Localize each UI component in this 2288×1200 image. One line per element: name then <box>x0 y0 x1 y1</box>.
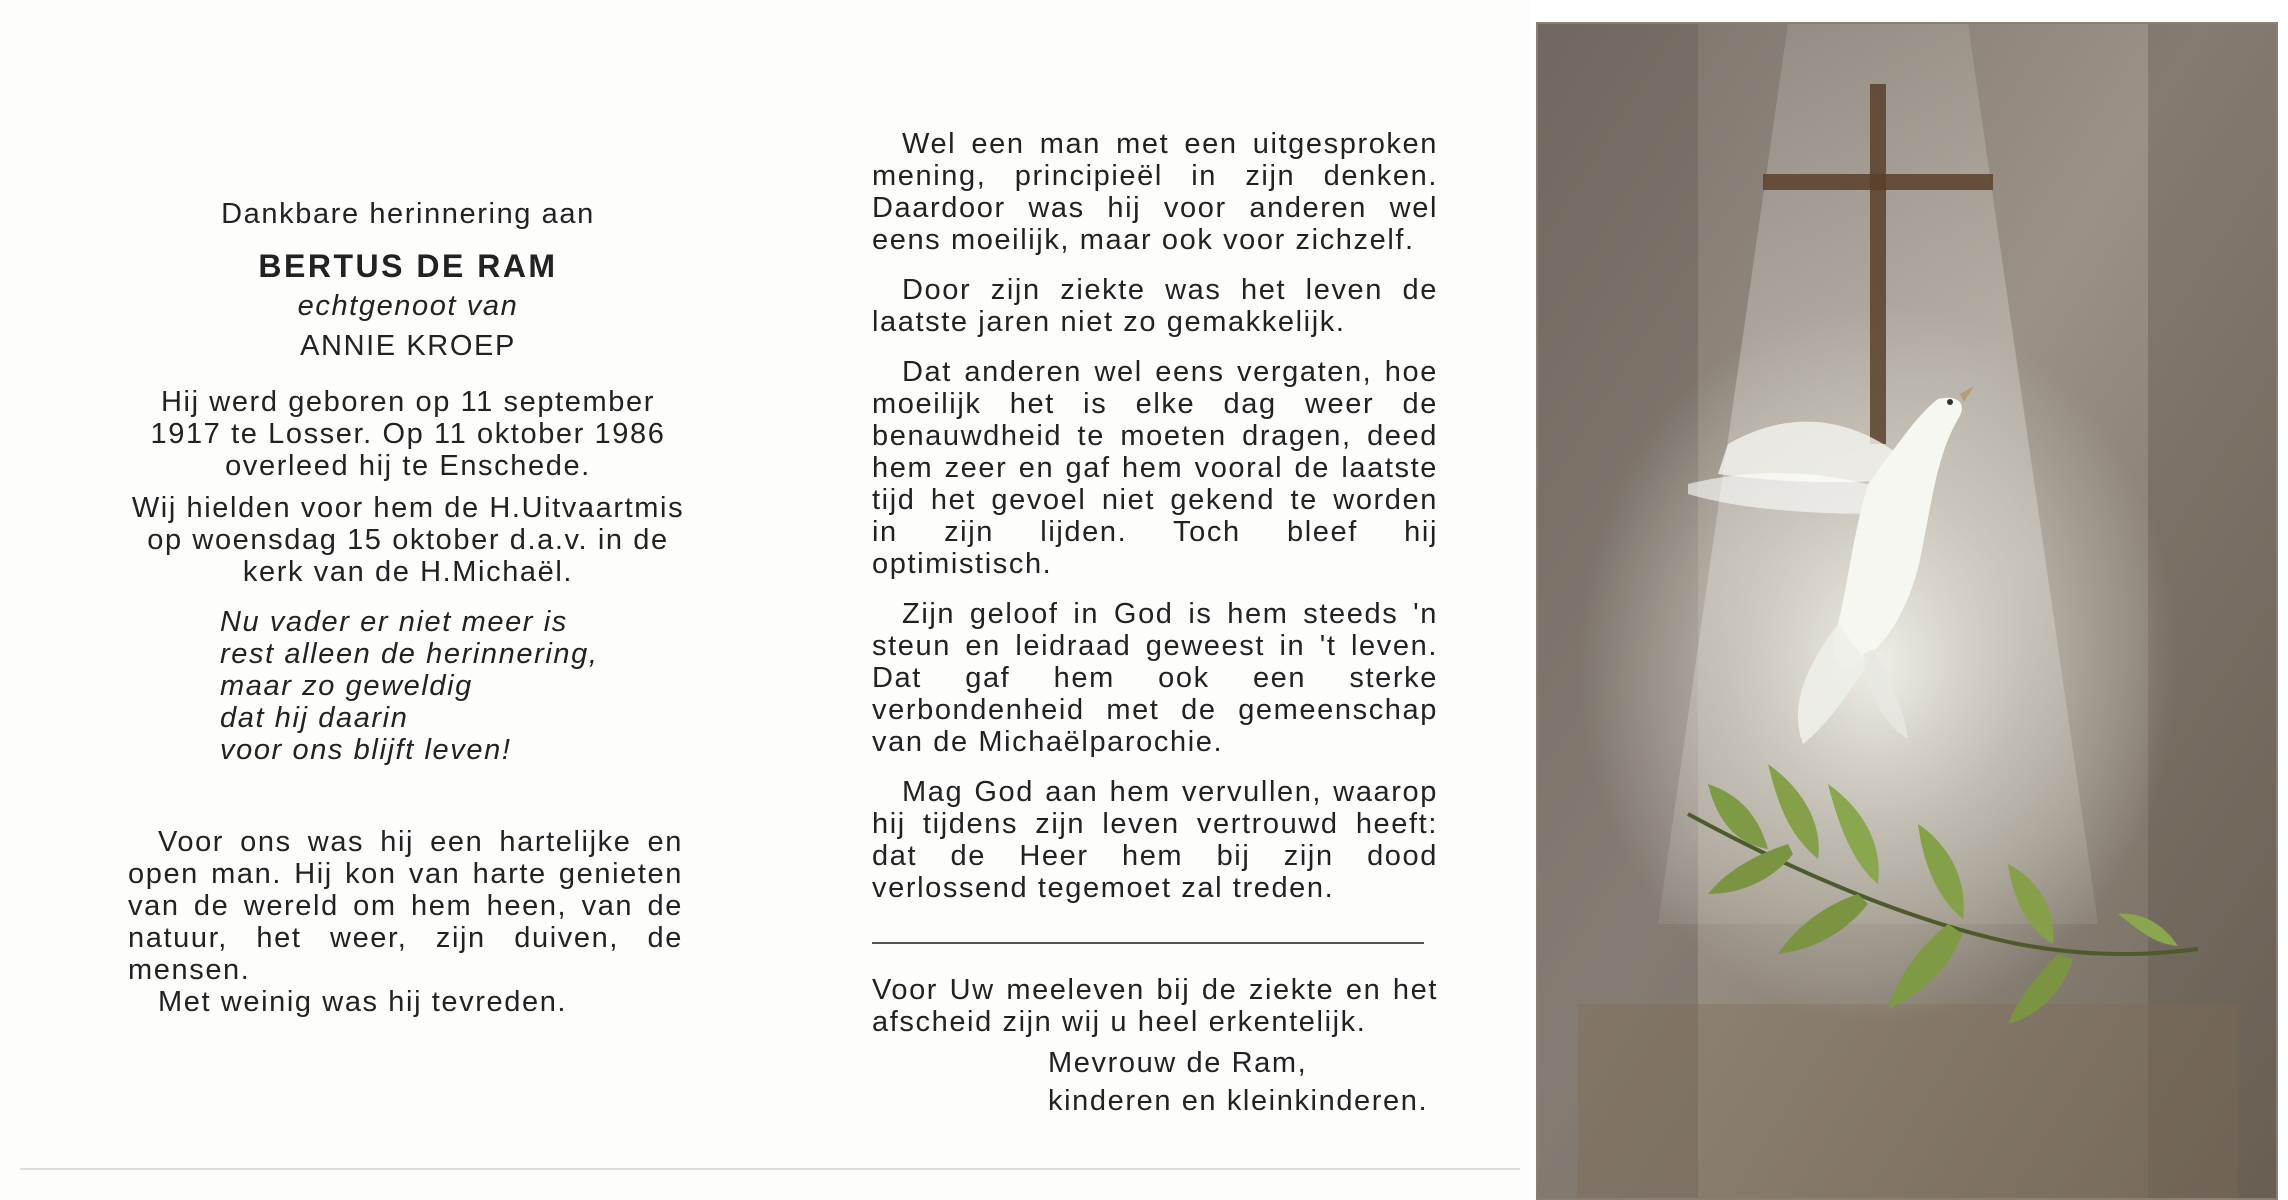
signature-line: Mevrouw de Ram, <box>1048 1047 1308 1079</box>
paragraph-opinion: Wel een man met een uitgesproken mening, principieël in zijn denken. Daardoor was hij voor anderen wel eens moeilijk, maar ook voor zichzelf. <box>872 128 1438 256</box>
intro-text: Dankbare herinnering aan <box>221 198 595 230</box>
poem-line: maar zo geweldig <box>220 670 473 702</box>
poem-line: voor ons blijft leven! <box>220 734 512 766</box>
spouse-name: ANNIE KROEP <box>300 330 516 362</box>
signature-line: kinderen en kleinkinderen. <box>1048 1085 1429 1117</box>
middle-column <box>872 128 1438 1120</box>
funeral-mass-text: Wij hielden voor hem de H.Uitvaartmis op woensdag 15 oktober d.a.v. in de kerk van de H.Michaël. <box>131 492 685 588</box>
paragraph-faith: Zijn geloof in God is hem steeds 'n steun en leidraad geweest in 't leven. Dat gaf hem ook een sterke verbondenheid met de gemeenschap van de Michaëlparochie. <box>872 598 1438 758</box>
poem-line: rest alleen de herinnering, <box>220 638 599 670</box>
paragraph-illness: Door zijn ziekte was het leven de laatste jaren niet zo gemakkelijk. <box>872 274 1438 338</box>
painting-svg <box>1538 24 2278 1200</box>
character-paragraph: Voor ons was hij een hartelijke en open man. Hij kon van harte genieten van de wereld om hem heen, van de natuur, het weer, zijn duiven, de mensen. <box>128 826 683 986</box>
signature <box>872 1044 1438 1120</box>
birth-death-text: Hij werd geboren op 11 september 1917 te Losser. Op 11 oktober 1986 overleed hij te Enschede. <box>150 386 666 482</box>
poem-line: dat hij daarin <box>220 702 409 734</box>
closing-line: Met weinig was hij tevreden. <box>158 986 568 1018</box>
thanks-text: Voor Uw meeleven bij de ziekte en het afscheid zijn wij u heel erkentelijk. <box>872 974 1438 1038</box>
left-column <box>128 198 688 1018</box>
spouse-of-label: echtgenoot van <box>297 290 519 322</box>
divider <box>872 942 1424 944</box>
paper-edge <box>20 1168 1520 1170</box>
paragraph-prayer: Mag God aan hem vervullen, waarop hij tijdens zijn leven vertrouwd heeft: dat de Heer hem bij zijn dood verlossend tegemoet zal treden. <box>872 776 1438 904</box>
poem <box>128 606 688 766</box>
paragraph-suffering: Dat anderen wel eens vergaten, hoe moeilijk het is elke dag weer de benauwdheid te moeten dragen, deed hem zeer en gaf hem vooral de laatste tijd het gevoel niet gekend te worden in zijn lijden. Toch bleef hij optimistisch. <box>872 356 1438 580</box>
poem-line: Nu vader er niet meer is <box>220 606 568 638</box>
painting-cross-dove <box>1536 22 2278 1200</box>
deceased-name: BERTUS DE RAM <box>258 248 558 284</box>
